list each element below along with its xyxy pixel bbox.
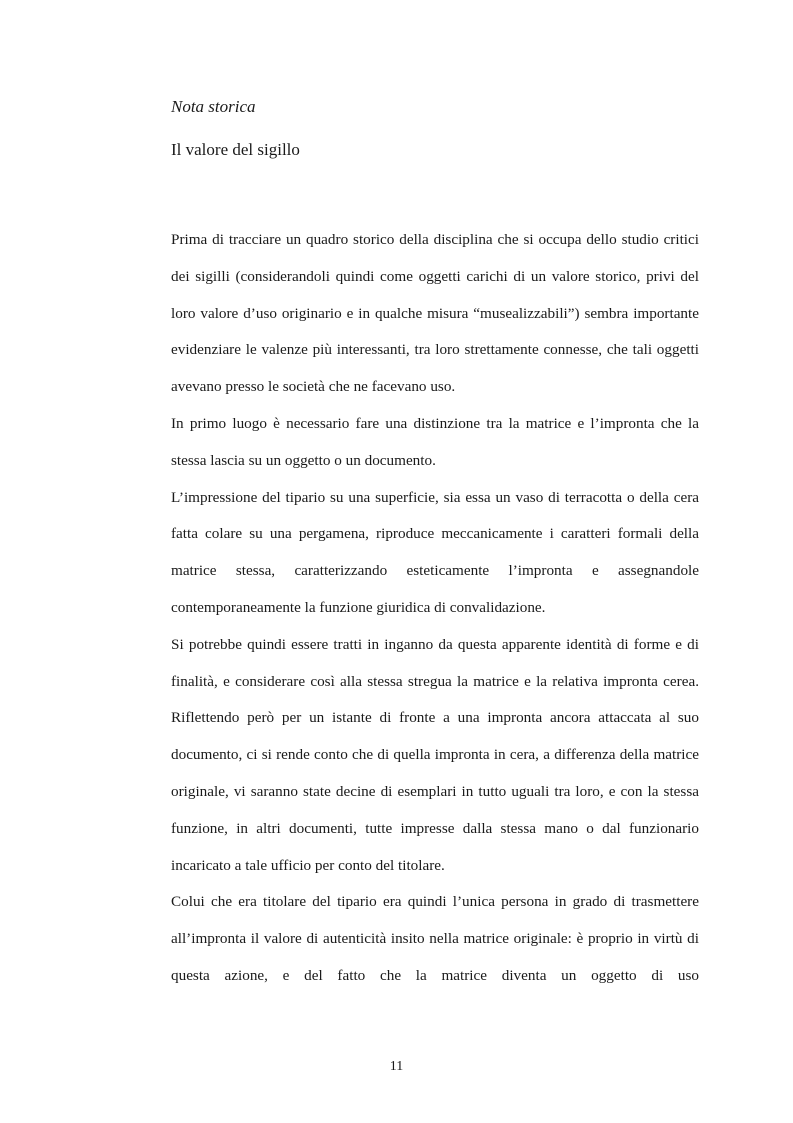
page-title: Il valore del sigillo [171,140,300,159]
section-label: Nota storica [171,97,256,116]
paragraph: Colui che era titolare del tipario era quindi l’unica persona in grado di trasmettere all’impronta il valore di autenticità insito nella matrice originale: è proprio in virtù di questa azione, e del fatto che la matrice diventa un oggetto di uso [171,893,699,984]
paragraph: Si potrebbe quindi essere tratti in inganno da questa apparente identità di forme e di finalità, e considerare così alla stessa stregua la matrice e la relativa impronta cerea. Riflettendo però per un istante di fronte a una impronta ancora attaccata al suo documento, ci si rende conto che di quella impronta in cera, a differenza della matrice originale, vi saranno state decine di esemplari in tutto uguali tra loro, e con la stessa funzione, in altri documenti, tutte impresse dalla stessa mano o dal funzionario incaricato a tale ufficio per conto del titolare. [171,635,699,874]
paragraph: L’impressione del tipario su una superficie, sia essa un vaso di terracotta o della cera fatta colare su una pergamena, riproduce meccanicamente i caratteri formali della matrice stessa, caratterizzando esteticamente l’impronta e assegnandole contemporaneamente la funzione giuridica di convalidazione. [171,488,699,616]
body-text [171,222,699,995]
paragraph: In primo luogo è necessario fare una distinzione tra la matrice e l’impronta che la stessa lascia su un oggetto o un documento. [171,414,699,469]
paragraph: Prima di tracciare un quadro storico della disciplina che si occupa dello studio critici dei sigilli (considerandoli quindi come oggetti carichi di un valore storico, privi del loro valore d’uso originario e in qualche misura “musealizzabili”) sembra importante evidenziare le valenze più interessanti, tra loro strettamente connesse, che tali oggetti avevano presso le società che ne facevano uso. [171,231,699,396]
page-number: 11 [389,1059,404,1074]
